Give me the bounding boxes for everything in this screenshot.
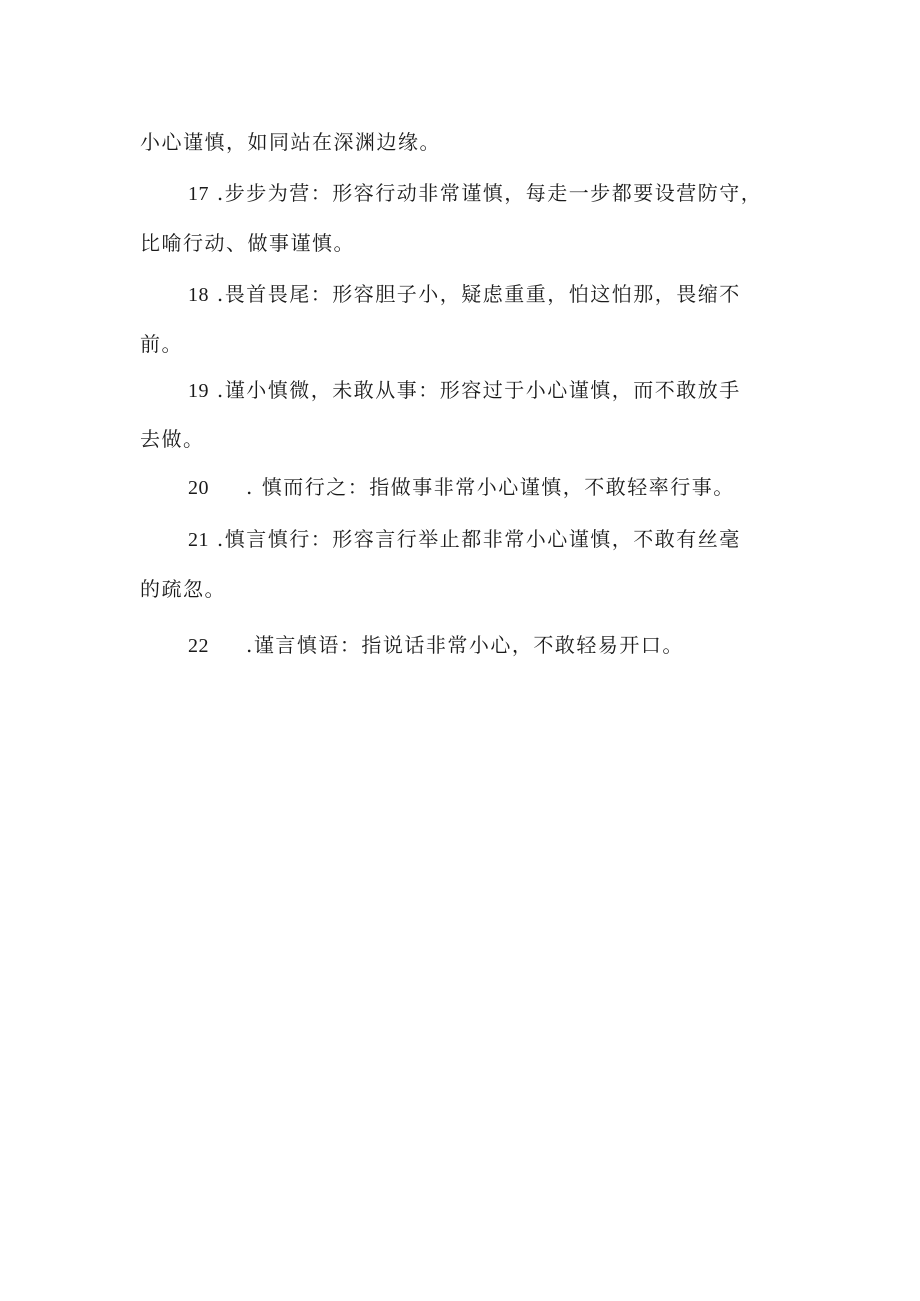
entry-18-line-1 — [188, 281, 838, 308]
entry-number: 22 — [188, 635, 209, 657]
entry-number: 18 — [188, 284, 209, 306]
entry-20-line-1 — [188, 474, 838, 501]
entry-text: .畏首畏尾：形容胆子小，疑虑重重，怕这怕那，畏缩不 — [209, 282, 741, 306]
entry-22-line-1 — [188, 632, 838, 659]
continuation-text: 小心谨慎，如同站在深渊边缘。 — [140, 130, 441, 154]
entry-19-line-2 — [140, 426, 790, 452]
entry-text: . 慎而行之：指做事非常小心谨慎，不敢轻率行事。 — [246, 475, 735, 499]
entry-text: 去做。 — [140, 427, 205, 451]
entry-text: .谨言慎语：指说话非常小心，不敢轻易开口。 — [246, 633, 684, 657]
entry-21-line-2 — [140, 576, 790, 602]
entry-text: 比喻行动、做事谨慎。 — [140, 231, 355, 255]
entry-text: .谨小慎微，未敢从事：形容过于小心谨慎，而不敢放手 — [209, 378, 741, 402]
entry-text: 前。 — [140, 332, 183, 356]
entry-21-line-1 — [188, 526, 838, 553]
entry-19-line-1 — [188, 377, 838, 404]
continuation-line — [140, 129, 790, 155]
entry-text: .步步为营：形容行动非常谨慎，每走一步都要设营防守， — [209, 181, 763, 205]
entry-text: 的疏忽。 — [140, 577, 226, 601]
entry-text: .慎言慎行：形容言行举止都非常小心谨慎，不敢有丝毫 — [209, 527, 741, 551]
entry-18-line-2 — [140, 331, 790, 357]
entry-17-line-1 — [188, 180, 838, 207]
entry-number: 21 — [188, 529, 209, 551]
entry-number: 19 — [188, 380, 209, 402]
entry-number: 20 — [188, 477, 209, 499]
entry-17-line-2 — [140, 230, 790, 256]
entry-number: 17 — [188, 183, 209, 205]
